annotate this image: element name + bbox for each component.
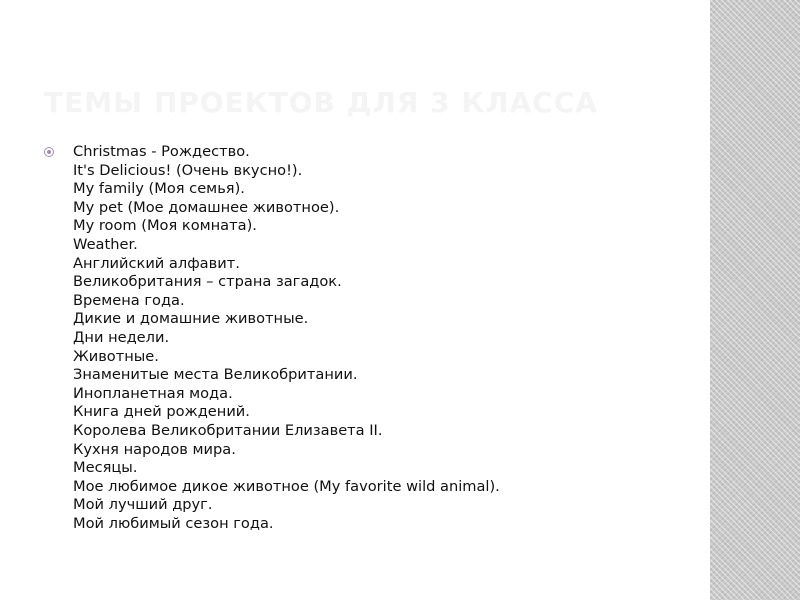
list-item: Christmas - Рождество. bbox=[73, 143, 250, 160]
list-item: Месяцы. bbox=[73, 459, 138, 477]
list-item: Английский алфавит. bbox=[73, 254, 240, 272]
list-item: Животные. bbox=[73, 347, 159, 365]
list-item: Знаменитые места Великобритании. bbox=[73, 366, 358, 384]
list-item: Великобритания – страна загадок. bbox=[73, 273, 342, 291]
list-item: Королева Великобритании Елизавета II. bbox=[73, 421, 383, 439]
list-item: My pet (Мое домашнее животное). bbox=[73, 198, 340, 216]
list-item: Мой лучший друг. bbox=[73, 496, 213, 514]
list-item: Дни недели. bbox=[73, 328, 170, 346]
list-item: It's Delicious! (Очень вкусно!). bbox=[73, 161, 303, 179]
list-item: My room (Моя комната). bbox=[73, 217, 257, 235]
circle-bullet-icon bbox=[44, 147, 54, 157]
topic-list bbox=[73, 143, 500, 533]
list-item: Мое любимое дикое животное (My favorite wild animal). bbox=[73, 477, 500, 495]
list-item: My family (Моя семья). bbox=[73, 180, 245, 198]
list-item: Инопланетная мода. bbox=[73, 384, 233, 402]
list-item: Мой любимый сезон года. bbox=[73, 514, 274, 532]
decorative-side-stripe bbox=[710, 0, 800, 600]
list-item: Книга дней рождений. bbox=[73, 403, 250, 421]
list-item: Времена года. bbox=[73, 291, 185, 309]
list-item: Кухня народов мира. bbox=[73, 440, 236, 458]
list-item: Weather. bbox=[73, 235, 138, 253]
list-item: Дикие и домашние животные. bbox=[73, 310, 309, 328]
slide-title: ТЕМЫ ПРОЕКТОВ ДЛЯ 3 КЛАССА bbox=[44, 86, 598, 119]
